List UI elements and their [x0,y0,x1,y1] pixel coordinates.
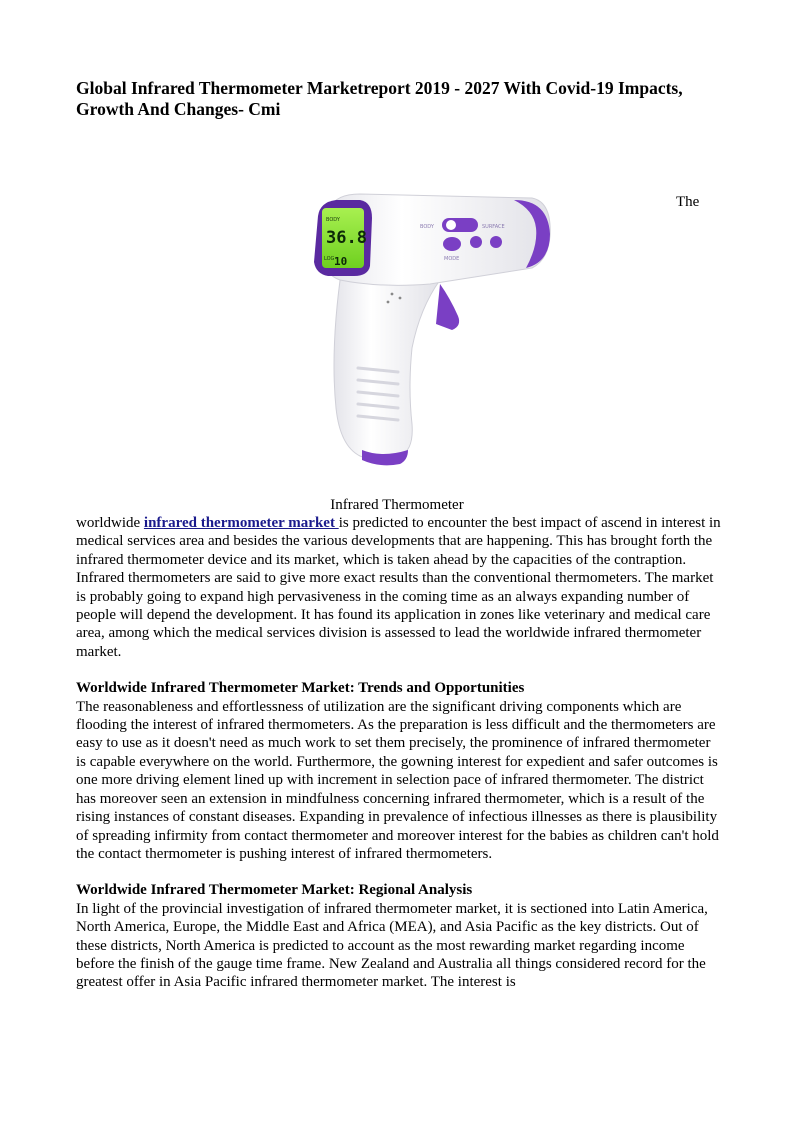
floating-word: The [676,194,700,210]
section-text-trends: The reasonableness and effortlessness of utilization are the significant driving components which are flooding the interest of infrared thermometers. As the preparation is less difficult and the thermometers are easy to use as it doesn't need as much work to set them precisely, the prominence of infrared thermometer is capable everywhere on the world. Furthermore, the gowning interest for expedient and safer outcomes is one more driving element lined up with increment in selection pace of infrared thermometer. The district has moreover seen an extension in mindfulness concerning infrared thermometer, which is a result of the rising instances of constant diseases. Expanding in prevalence of infectious illnesses as there is plausibility of spreading infirmity from contact thermometer and moreover interest for the babies as children can't hold the contact thermometer is pushing interest of infrared thermometers. [76,698,719,862]
minus-button [470,236,482,248]
market-link[interactable]: infrared thermometer market [143,515,339,531]
display-label-body: BODY [326,217,340,223]
display-reading: 36.8 [326,228,367,248]
section-text-regional: In light of the provincial investigation of infrared thermometer market, it is sectioned into Latin America, North America, Europe, the Middle East and Africa (MEA), and Asia Pacific as the key districts. Out of these districts, North America is predicted to account as the most rewarding market regarding income before the finish of the gauge time frame. New Zealand and Australia all things considered record for the greatest offer in Asia Pacific infrared thermometer market. The interest is [76,900,708,991]
display-label-log: LOG [324,256,335,262]
switch-label-surface: SURFACE [482,224,505,230]
mode-button [443,237,461,251]
plus-button [490,236,502,248]
intro-prefix: worldwide [76,515,144,531]
mode-label: MODE [444,256,460,262]
section-heading-regional: Worldwide Infrared Thermometer Market: Regional Analysis [76,882,473,899]
figure-caption: Infrared Thermometer [330,497,464,513]
thermometer-image [300,188,560,468]
article-body [76,514,722,1010]
thermometer-handle [334,266,440,460]
section-heading-trends: Worldwide Infrared Thermometer Market: Trends and Opportunities [76,680,525,697]
page-title: Global Infrared Thermometer Marketreport 2019 - 2027 With Covid-19 Impacts, Growth And Changes- Cmi [76,78,683,119]
intro-text: is predicted to encounter the best impact of ascend in interest in medical services area and besides the various developments that are happening. This has brought forth the infrared thermometer device and its market, which is taken ahead by the capacities of the contraption. Infrared thermometers are said to give more exact results than the conventional thermometers. The market is probably going to expand high pervasiveness in the coming time as an always expanding number of people will depend the development. It has found its application in zones like veterinary and medical care area, among which the medical services division is assessed to lead the worldwide infrared thermometer market. [76,515,721,660]
switch-label-body: BODY [420,224,434,230]
trigger [436,284,459,330]
intro-paragraph [76,514,722,661]
display-sub: 10 [334,255,348,268]
